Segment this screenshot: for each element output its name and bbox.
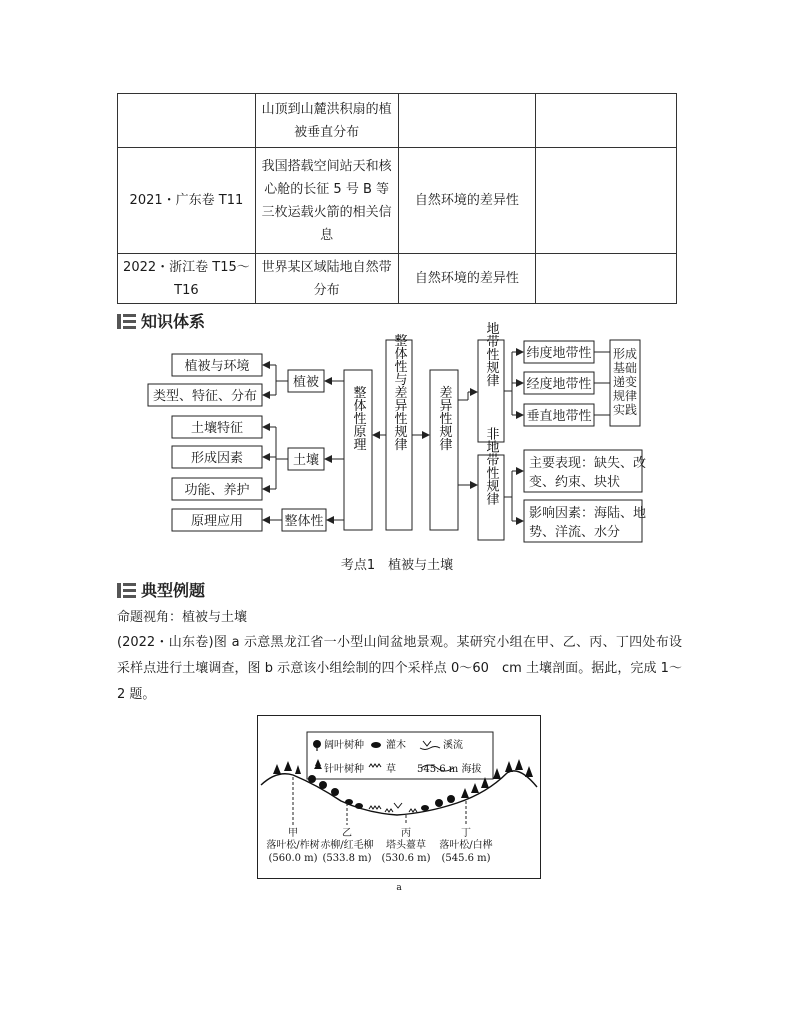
point-alt: (530.6 m) [381,853,431,864]
subtitle: 命题视角：植被与土壤 [117,610,248,625]
section-title-examples [117,578,205,601]
shrub-icon [345,799,353,805]
point-veg: 塔头薹草 [386,840,426,851]
section-bar-icon [117,583,121,598]
practice-text-4: 规律 [612,389,638,403]
broadleaf-icon [308,775,316,783]
left-item-text: 类型、特征、分布 [152,389,258,404]
practice-text-5: 实践 [612,403,638,417]
point-veg: 落叶松/柞树 [266,840,320,851]
mid-item-text: 土壤 [292,453,320,468]
zonal-item-text: 垂直地带性 [526,409,592,424]
left-item-text: 土壤特征 [190,421,244,436]
question-text: (2022・山东卷)图 a 示意黑龙江省一小型山间盆地景观。某研究小组在甲、乙、丙、丁四处布设采样点进行土壤调查，图 b 示意该小组绘制的四个采样点 0～60 cm 土壤剖面。据此，完成 1～2 题。 [117,635,682,702]
col-integrity-text: 整体性原理 [350,385,366,451]
broadleaf-icon [331,788,339,796]
point-veg: 赤柳/红毛柳 [320,840,374,851]
col-difference-text: 差异性规律 [436,385,452,451]
col-both-text: 整体性与差异性规律 [391,333,407,451]
zonal-item-text: 经度地带性 [526,377,592,392]
point-name: 甲 [288,828,298,839]
legend-label: 针叶树种 [324,764,364,775]
table-cell-topic: 自然环境的差异性 [398,254,536,304]
section-title-text: 知识体系 [141,312,206,331]
landscape-figure [257,715,541,895]
practice-text-3: 递变 [612,375,638,389]
broadleaf-icon [435,799,443,807]
point-name: 乙 [342,828,352,839]
table-cell-material: 世界某区域陆地自然带分布 [255,254,398,304]
table-cell-topic: 自然环境的差异性 [398,148,536,254]
legend-label: 灌木 [386,740,406,751]
shrub-icon [355,803,363,809]
practice-text-1: 形成 [612,347,638,361]
factors-text-1: 影响因素：海陆、地 [529,506,647,521]
zonal-text: 地带性规律 [483,321,499,387]
table-cell-source: 2021・广东卷 T11 [118,148,256,254]
mid-item-text: 整体性 [284,514,324,529]
mid-item-text: 植被 [292,375,320,390]
table-cell-material: 山顶到山麓洪积扇的植被垂直分布 [255,94,398,148]
legend-label: 545.6 m 海拔 [417,764,482,775]
point-alt: (560.0 m) [268,853,318,864]
left-item-text: 功能、养护 [184,483,250,498]
shrub-icon [371,742,381,748]
section-lines-icon [123,583,136,598]
practice-text-2: 基础 [612,361,638,375]
zonal-item-text: 纬度地带性 [526,346,592,361]
table-cell-source: 2022・浙江卷 T15～T16 [118,254,256,304]
point-veg: 落叶松/白桦 [439,840,493,851]
figure-label: a [396,883,402,893]
shrub-icon [421,805,429,811]
table-cell-material: 我国搭载空间站天和核心舱的长征 5 号 B 等三枚运载火箭的相关信息 [255,148,398,254]
diagram-caption: 考点1 植被与土壤 [340,558,454,573]
legend-label: 阔叶树种 [324,740,364,751]
legend-label: 草 [386,764,396,775]
broadleaf-icon [447,795,455,803]
manifest-text-1: 主要表现：缺失、改 [529,456,647,471]
point-alt: (545.6 m) [441,853,491,864]
left-item-text: 形成因素 [190,451,244,466]
manifest-text-2: 变、约束、块状 [529,475,621,490]
section-title-text: 典型例题 [141,581,206,600]
point-name: 丙 [401,828,411,839]
left-item-text: 原理应用 [190,514,244,529]
left-item-text: 植被与环境 [184,359,250,374]
broadleaf-icon [319,781,327,789]
nonzonal-text: 非地带性规律 [483,427,499,505]
point-name: 丁 [461,828,471,839]
point-alt: (533.8 m) [322,853,372,864]
factors-text-2: 势、洋流、水分 [529,525,621,540]
legend-label: 溪流 [443,740,463,751]
